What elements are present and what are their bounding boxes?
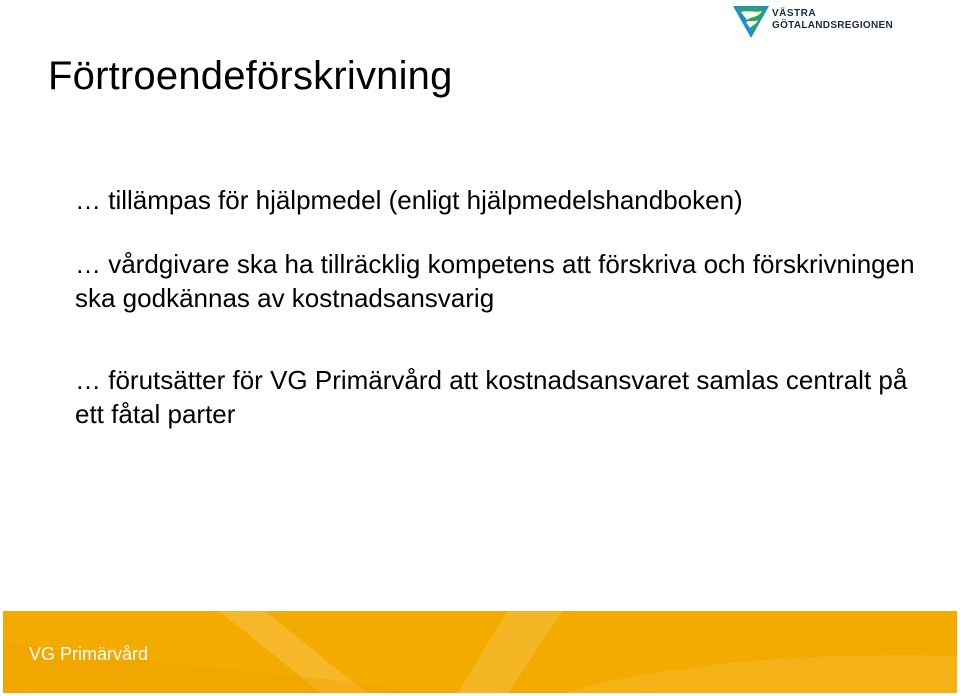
vastra-gotalandsregionen-logo <box>732 4 912 42</box>
logo-wordmark <box>772 8 893 32</box>
logo-text-line2: GÖTALANDSREGIONEN <box>772 20 894 31</box>
bullet-item: … vårdgivare ska ha tillräcklig kompetens att förskriva och förskrivningen ska godkännas av kostnadsansvarig <box>75 249 915 313</box>
footer-bar <box>3 611 957 693</box>
page-title: Förtroendeförskrivning <box>48 54 453 98</box>
bullet-list <box>75 183 935 431</box>
region-emblem-icon <box>732 4 772 42</box>
bullet-item: … förutsätter för VG Primärvård att kostnadsansvaret samlas centralt på ett fåtal parter <box>75 365 908 429</box>
logo-text-line1: VÄSTRA <box>772 8 817 19</box>
bullet-item: … tillämpas för hjälpmedel (enligt hjälpmedelshandboken) <box>75 185 743 215</box>
footer-label: VG Primärvård <box>29 644 149 664</box>
